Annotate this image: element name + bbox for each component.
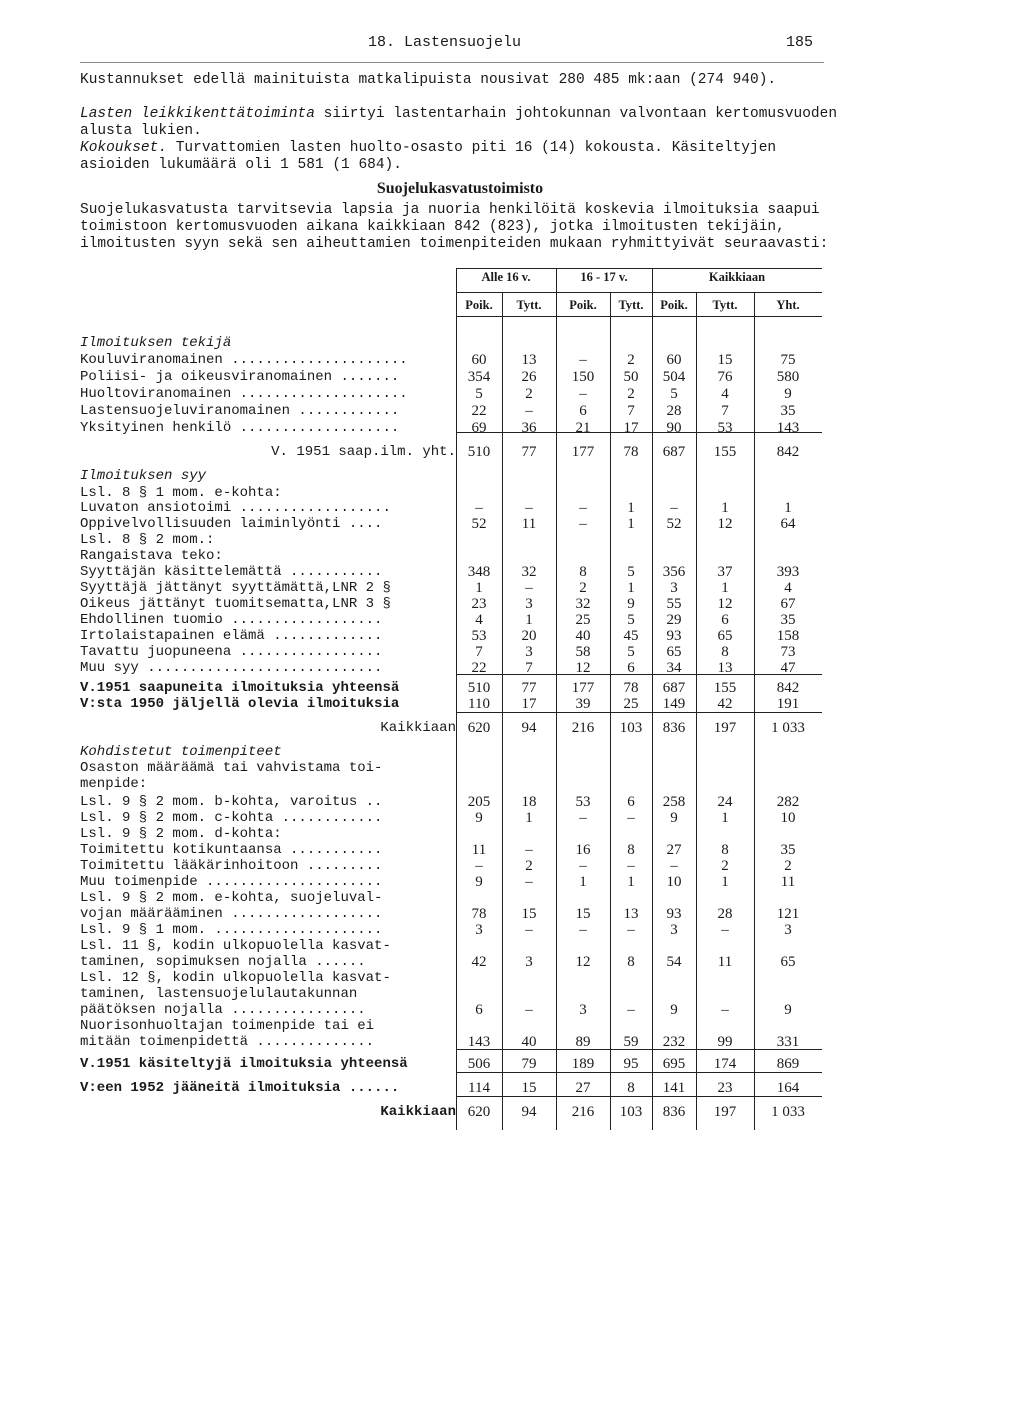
table-row-label: Poliisi- ja oikeusviranomainen ....... — [80, 369, 400, 385]
table-cell: – — [525, 500, 533, 516]
sub-header-6: Yht. — [776, 298, 800, 312]
table-cell: 8 — [627, 954, 635, 970]
table-cell: 27 — [666, 842, 682, 858]
table-row-label: Ehdollinen tuomio .................. — [80, 612, 383, 628]
table-row-label: vojan määrääminen .................. — [80, 906, 383, 922]
table-cell: 3 — [525, 954, 533, 970]
table-cell: 155 — [713, 444, 737, 460]
table-row-label: taminen, sopimuksen nojalla ...... — [80, 954, 366, 970]
table-cell: 836 — [662, 1104, 686, 1120]
table-cell: 65 — [666, 644, 682, 660]
table-cell: 35 — [780, 403, 796, 419]
table-cell: 32 — [575, 596, 591, 612]
table-row-label: Oppivelvollisuuden laiminlyönti .... — [80, 516, 383, 532]
table-cell: 6 — [627, 660, 635, 676]
table-row-label: Kohdistetut toimenpiteet — [80, 744, 282, 760]
table-cell: 10 — [666, 874, 682, 890]
table-cell: 9 — [475, 810, 483, 826]
table-cell: 24 — [717, 794, 733, 810]
table-cell: 331 — [776, 1034, 800, 1050]
table-cell: – — [525, 403, 533, 419]
table-cell: 25 — [575, 612, 591, 628]
table-cell: 12 — [575, 954, 591, 970]
table-cell: – — [579, 516, 587, 532]
table-cell: 90 — [666, 420, 682, 436]
table-cell: 1 — [627, 580, 635, 596]
table-row-label: Lsl. 8 § 1 mom. e-kohta: — [80, 485, 282, 501]
table-cell: 89 — [575, 1034, 591, 1050]
table-cell: 1 033 — [771, 720, 805, 736]
table-row-label: Lsl. 11 §, kodin ulkopuolella kasvat- — [80, 938, 391, 954]
table-cell: 65 — [717, 628, 733, 644]
table-cell: 58 — [575, 644, 591, 660]
table-cell: 78 — [623, 680, 639, 696]
table-cell: 42 — [471, 954, 487, 970]
table-cell: 216 — [571, 720, 595, 736]
group-header-1: 16 - 17 v. — [580, 270, 628, 284]
table-cell: 620 — [467, 720, 491, 736]
table-cell: 5 — [475, 386, 483, 402]
table-cell: – — [627, 810, 635, 826]
table-row-label: Lsl. 12 §, kodin ulkopuolella kasvat- — [80, 970, 391, 986]
table-cell: – — [579, 352, 587, 368]
table-cell: – — [627, 922, 635, 938]
table-cell: 6 — [627, 794, 635, 810]
table-cell: 158 — [776, 628, 800, 644]
table-row-label: V:sta 1950 jäljellä olevia ilmoituksia — [80, 696, 400, 712]
table-cell: 93 — [666, 628, 682, 644]
table-cell: – — [721, 922, 729, 938]
table-cell: 93 — [666, 906, 682, 922]
table-row-label: V:een 1952 jääneitä ilmoituksia ...... — [80, 1080, 400, 1096]
table-row-label: Syyttäjän käsittelemättä ........... — [80, 564, 383, 580]
table-cell: 54 — [666, 954, 682, 970]
table-cell: 150 — [571, 369, 595, 385]
table-cell: 12 — [717, 516, 733, 532]
table-row-label: Lsl. 8 § 2 mom.: — [80, 532, 215, 548]
table-row-label: Rangaistava teko: — [80, 548, 223, 564]
table-cell: 687 — [662, 444, 686, 460]
table-cell: 3 — [475, 922, 483, 938]
table-cell: 39 — [575, 696, 591, 712]
table-cell: 2 — [627, 386, 635, 402]
table-cell: 1 — [627, 500, 635, 516]
table-cell: 8 — [721, 644, 729, 660]
table-row-label: Toimitettu kotikuntaansa ........... — [80, 842, 383, 858]
table-cell: 99 — [717, 1034, 733, 1050]
table-cell: 149 — [662, 696, 686, 712]
table-cell: 60 — [666, 352, 682, 368]
sub-header-1: Tytt. — [516, 298, 542, 312]
table-cell: 836 — [662, 720, 686, 736]
table-cell: 94 — [521, 720, 537, 736]
table-cell: 5 — [670, 386, 678, 402]
table-cell: 2 — [525, 386, 533, 402]
table-cell: 32 — [521, 564, 537, 580]
table-cell: 11 — [521, 516, 537, 532]
table-cell: – — [579, 922, 587, 938]
group-header-2: Kaikkiaan — [708, 270, 766, 284]
table-cell: 9 — [475, 874, 483, 890]
table-cell: – — [475, 500, 483, 516]
header-rule-0 — [456, 268, 822, 269]
table-cell: 103 — [619, 1104, 643, 1120]
table-cell: 65 — [780, 954, 796, 970]
table-cell: 22 — [471, 660, 487, 676]
table-cell: – — [579, 386, 587, 402]
table-cell: 5 — [627, 612, 635, 628]
table-row-label: V.1951 saapuneita ilmoituksia yhteensä — [80, 680, 400, 696]
table-cell: 23 — [471, 596, 487, 612]
table-cell: 3 — [670, 580, 678, 596]
table-cell: – — [525, 580, 533, 596]
table-cell: 45 — [623, 628, 639, 644]
table-cell: 8 — [627, 842, 635, 858]
table-cell: 8 — [627, 1080, 635, 1096]
table-cell: 55 — [666, 596, 682, 612]
table-cell: 27 — [575, 1080, 591, 1096]
table-cell: 78 — [623, 444, 639, 460]
table-cell: 177 — [571, 444, 595, 460]
table-cell: 15 — [521, 1080, 537, 1096]
paragraph-playgrounds-lead: Lasten leikkikenttätoiminta — [80, 106, 315, 122]
table-cell: 59 — [623, 1034, 639, 1050]
table-cell: 8 — [721, 842, 729, 858]
table-row-label: Osaston määräämä tai vahvistama toi- — [80, 760, 383, 776]
table-row-label: Lsl. 9 § 2 mom. c-kohta ............ — [80, 810, 383, 826]
table-row-label: mitään toimenpidettä .............. — [80, 1034, 375, 1050]
table-row-label: Muu toimenpide ..................... — [80, 874, 383, 890]
table-cell: – — [670, 500, 678, 516]
table-cell: 510 — [467, 680, 491, 696]
table-cell: 2 — [579, 580, 587, 596]
table-cell: 34 — [666, 660, 682, 676]
sub-header-2: Poik. — [569, 298, 597, 312]
table-cell: 79 — [521, 1056, 537, 1072]
table-cell: 393 — [776, 564, 800, 580]
table-row-label: V. 1951 saap.ilm. yht. — [271, 444, 456, 460]
table-cell: 67 — [780, 596, 796, 612]
table-cell: 64 — [780, 516, 796, 532]
table-cell: 1 — [525, 810, 533, 826]
table-cell: 348 — [467, 564, 491, 580]
table-cell: 506 — [467, 1056, 491, 1072]
table-cell: 191 — [776, 696, 800, 712]
table-row-label: Nuorisonhuoltajan toimenpide tai ei — [80, 1018, 375, 1034]
table-cell: 16 — [575, 842, 591, 858]
table-cell: – — [670, 858, 678, 874]
table-cell: 842 — [776, 680, 800, 696]
table-cell: 143 — [776, 420, 800, 436]
table-cell: 114 — [468, 1080, 490, 1096]
table-row-label: Huoltoviranomainen .................... — [80, 386, 408, 402]
table-cell: – — [721, 1002, 729, 1018]
table-cell: 11 — [780, 874, 796, 890]
table-row-label: Toimitettu lääkärinhoitoon ......... — [80, 858, 383, 874]
table-cell: 6 — [721, 612, 729, 628]
table-cell: 103 — [619, 720, 643, 736]
table-cell: 52 — [666, 516, 682, 532]
table-row-label: Ilmoituksen syy — [80, 468, 207, 484]
table-cell: 695 — [662, 1056, 686, 1072]
table-cell: 15 — [575, 906, 591, 922]
table-cell: 3 — [784, 922, 792, 938]
table-cell: 53 — [471, 628, 487, 644]
table-cell: 47 — [780, 660, 796, 676]
table-cell: 11 — [717, 954, 733, 970]
table-cell: 69 — [471, 420, 487, 436]
header-rule-1 — [456, 292, 822, 293]
table-row-label: Oikeus jättänyt tuomitsematta,LNR 3 § — [80, 596, 391, 612]
table-cell: 1 — [721, 810, 729, 826]
table-row-label: Lsl. 9 § 1 mom. .................... — [80, 922, 383, 938]
table-cell: – — [579, 858, 587, 874]
table-cell: 232 — [662, 1034, 686, 1050]
table-row-label: Kaikkiaan — [380, 1104, 456, 1120]
table-row-label: Ilmoituksen tekijä — [80, 335, 232, 351]
table-cell: 50 — [623, 369, 639, 385]
table-row-label: taminen, lastensuojelulautakunnan — [80, 986, 358, 1002]
table-cell: 1 — [579, 874, 587, 890]
table-cell: 1 — [525, 612, 533, 628]
table-cell: 9 — [784, 1002, 792, 1018]
table-cell: 2 — [784, 858, 792, 874]
table-cell: 5 — [627, 564, 635, 580]
table-row-label: Lsl. 9 § 2 mom. b-kohta, varoitus .. — [80, 794, 383, 810]
table-cell: 42 — [717, 696, 733, 712]
table-cell: 13 — [717, 660, 733, 676]
table-cell: 216 — [571, 1104, 595, 1120]
paragraph-costs: Kustannukset edellä mainituista matkalipuista nousivat 280 485 mk:aan (274 940). — [80, 72, 777, 88]
table-cell: 9 — [670, 810, 678, 826]
table-cell: – — [627, 1002, 635, 1018]
sub-header-0: Poik. — [465, 298, 493, 312]
table-cell: 53 — [717, 420, 733, 436]
table-cell: 842 — [776, 444, 800, 460]
table-cell: 197 — [713, 720, 737, 736]
table-cell: 6 — [579, 403, 587, 419]
table-cell: 35 — [780, 612, 796, 628]
table-cell: 3 — [525, 644, 533, 660]
table-cell: 5 — [627, 644, 635, 660]
table-cell: 7 — [721, 403, 729, 419]
group-header-0: Alle 16 v. — [481, 270, 531, 284]
table-cell: 26 — [521, 369, 537, 385]
table-row-label: V.1951 käsiteltyjä ilmoituksia yhteensä — [80, 1056, 408, 1072]
table-cell: 15 — [717, 352, 733, 368]
table-cell: 52 — [471, 516, 487, 532]
table-cell: 141 — [662, 1080, 686, 1096]
paragraph-intro: Suojelukasvatusta tarvitsevia lapsia ja nuoria henkilöitä koskevia ilmoituksia saapui toimistoon kertomusvuoden aikana kaikkiaan 842 (823), jotka ilmoitusten tekijäin, ilmoitusten syyn sekä sen aiheuttamien toimenpiteiden mukaan ryhmittyivät seuraavasti: — [80, 202, 829, 252]
table-cell: 78 — [471, 906, 487, 922]
table-cell: 2 — [525, 858, 533, 874]
table-cell: 354 — [467, 369, 491, 385]
table-cell: 197 — [713, 1104, 737, 1120]
table-cell: – — [525, 874, 533, 890]
sub-header-3: Tytt. — [618, 298, 644, 312]
sub-header-4: Poik. — [660, 298, 688, 312]
table-cell: 1 — [721, 580, 729, 596]
table-cell: 9 — [784, 386, 792, 402]
table-cell: 3 — [579, 1002, 587, 1018]
table-cell: – — [525, 842, 533, 858]
table-cell: 7 — [627, 403, 635, 419]
table-cell: 22 — [471, 403, 487, 419]
table-cell: 121 — [776, 906, 800, 922]
table-cell: – — [579, 810, 587, 826]
table-cell: 164 — [776, 1080, 800, 1096]
table-cell: 620 — [467, 1104, 491, 1120]
table-cell: 94 — [521, 1104, 537, 1120]
table-cell: 25 — [623, 696, 639, 712]
table-cell: 75 — [780, 352, 796, 368]
paragraph-meetings-lead: Kokoukset. — [80, 140, 168, 156]
table-cell: 28 — [666, 403, 682, 419]
table-cell: 60 — [471, 352, 487, 368]
table-cell: 258 — [662, 794, 686, 810]
table-row-label: Kouluviranomainen ..................... — [80, 352, 408, 368]
table-cell: 15 — [521, 906, 537, 922]
table-cell: 17 — [623, 420, 639, 436]
table-cell: – — [525, 922, 533, 938]
table-cell: 28 — [717, 906, 733, 922]
table-cell: 11 — [471, 842, 487, 858]
table-row-label: Irtolaistapainen elämä ............. — [80, 628, 383, 644]
table-cell: 1 — [627, 516, 635, 532]
table-cell: 205 — [467, 794, 491, 810]
table-row-label: Lastensuojeluviranomainen ............ — [80, 403, 400, 419]
table-cell: – — [579, 500, 587, 516]
table-cell: 869 — [776, 1056, 800, 1072]
table-cell: 53 — [575, 794, 591, 810]
section-title: Suojelukasvatustoimisto — [376, 180, 544, 197]
table-row-label: menpide: — [80, 776, 148, 792]
table-row-label: Kaikkiaan — [380, 720, 456, 736]
table-cell: 504 — [662, 369, 686, 385]
paragraph-meetings — [80, 140, 840, 174]
table-row-label: päätöksen nojalla ................ — [80, 1002, 366, 1018]
table-cell: 6 — [475, 1002, 483, 1018]
table-cell: 1 — [721, 500, 729, 516]
table-cell: 1 — [627, 874, 635, 890]
paragraph-meetings-text: Turvattomien lasten huolto-osasto piti 16 (14) kokousta. Käsiteltyjen asioiden lukumäärä oli 1 581 (1 684). — [80, 140, 777, 173]
table-cell: 7 — [475, 644, 483, 660]
table-row-label: Luvaton ansiotoimi .................. — [80, 500, 391, 516]
table-cell: 17 — [521, 696, 537, 712]
table-cell: 37 — [717, 564, 733, 580]
table-cell: 580 — [776, 369, 800, 385]
table-row-label: Muu syy ............................ — [80, 660, 383, 676]
table-row-label: Lsl. 9 § 2 mom. d-kohta: — [80, 826, 282, 842]
table-cell: 1 — [475, 580, 483, 596]
table-row-label: Syyttäjä jättänyt syyttämättä,LNR 2 § — [80, 580, 391, 596]
table-cell: 1 — [784, 500, 792, 516]
table-cell: 36 — [521, 420, 537, 436]
table-cell: 2 — [627, 352, 635, 368]
table-cell: 3 — [525, 596, 533, 612]
table-cell: 35 — [780, 842, 796, 858]
paragraph-playgrounds-text: siirtyi lastentarhain johtokunnan valvontaan kertomusvuoden alusta lukien. — [80, 106, 838, 139]
sub-header-5: Tytt. — [712, 298, 738, 312]
table-cell: 510 — [467, 444, 491, 460]
table-row-label: Lsl. 9 § 2 mom. e-kohta, suojeluval- — [80, 890, 383, 906]
table-cell: – — [525, 1002, 533, 1018]
page-number: 185 — [786, 34, 814, 51]
table-row-label: Yksityinen henkilö ................... — [80, 420, 400, 436]
table-cell: 189 — [571, 1056, 595, 1072]
table-cell: – — [627, 858, 635, 874]
running-header: 18. Lastensuojelu — [368, 34, 522, 51]
table-cell: 77 — [521, 444, 537, 460]
header-rule — [80, 62, 824, 63]
table-cell: 282 — [776, 794, 800, 810]
table-cell: 174 — [713, 1056, 737, 1072]
table-cell: 29 — [666, 612, 682, 628]
table-cell: 40 — [521, 1034, 537, 1050]
table-cell: 23 — [717, 1080, 733, 1096]
table-cell: 9 — [670, 1002, 678, 1018]
table-cell: 8 — [579, 564, 587, 580]
header-rule-2 — [456, 316, 822, 317]
table-cell: 13 — [521, 352, 537, 368]
table-row-label: Tavattu juopuneena ................. — [80, 644, 383, 660]
table-cell: 110 — [468, 696, 490, 712]
table-cell: 7 — [525, 660, 533, 676]
table-cell: 4 — [721, 386, 729, 402]
table-cell: 77 — [521, 680, 537, 696]
table-cell: 12 — [717, 596, 733, 612]
table-cell: 2 — [721, 858, 729, 874]
table-cell: 18 — [521, 794, 537, 810]
table-cell: 1 033 — [771, 1104, 805, 1120]
table-cell: 177 — [571, 680, 595, 696]
table-cell: 76 — [717, 369, 733, 385]
table-cell: 21 — [575, 420, 591, 436]
table-cell: 9 — [627, 596, 635, 612]
table-cell: 40 — [575, 628, 591, 644]
table-cell: 1 — [721, 874, 729, 890]
table-cell: 12 — [575, 660, 591, 676]
table-cell: 687 — [662, 680, 686, 696]
paragraph-playgrounds — [80, 106, 840, 140]
table-cell: 155 — [713, 680, 737, 696]
table-cell: – — [475, 858, 483, 874]
table-cell: 143 — [467, 1034, 491, 1050]
table-cell: 20 — [521, 628, 537, 644]
table-cell: 73 — [780, 644, 796, 660]
table-cell: 4 — [475, 612, 483, 628]
table-cell: 95 — [623, 1056, 639, 1072]
table-cell: 10 — [780, 810, 796, 826]
table-cell: 4 — [784, 580, 792, 596]
table-cell: 3 — [670, 922, 678, 938]
table-cell: 13 — [623, 906, 639, 922]
table-cell: 356 — [662, 564, 686, 580]
